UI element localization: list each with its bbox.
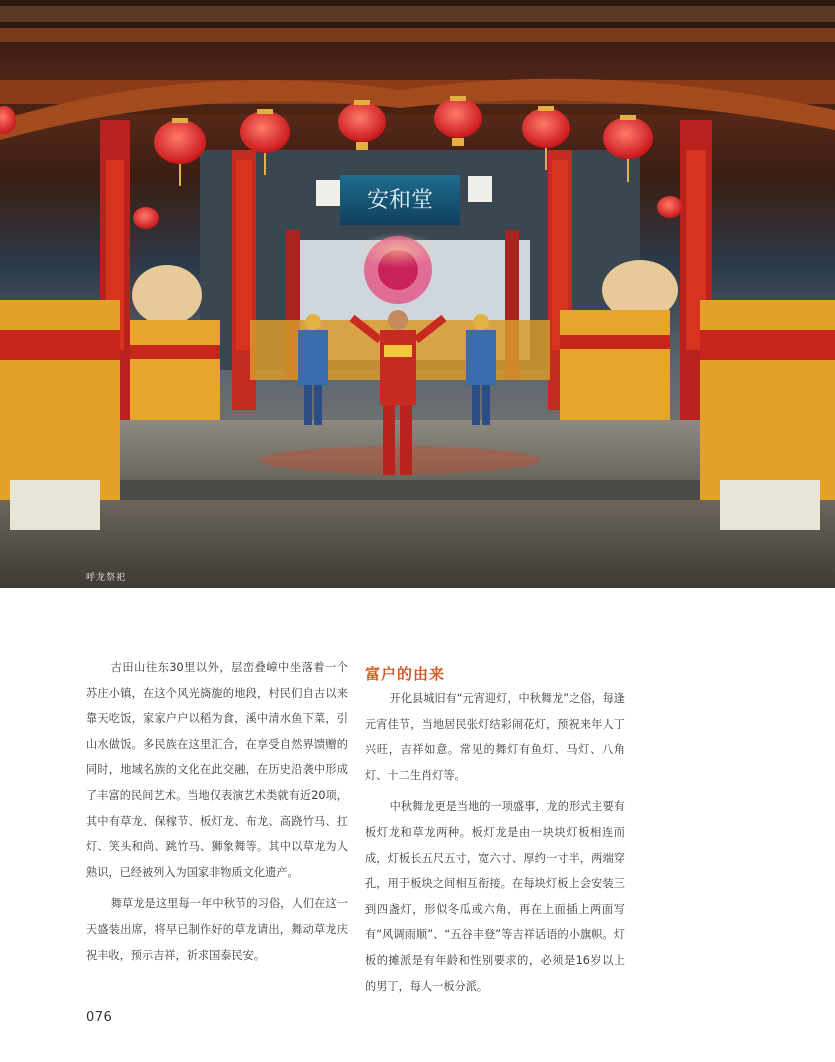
left-column	[86, 655, 348, 974]
right-column	[365, 655, 625, 1005]
left-paragraph-1: 古田山往东30里以外，层峦叠嶂中坐落着一个苏庄小镇，在这个风光旖旎的地段，村民们自古以来靠天吃饭，家家户户以稻为食，溪中清水鱼下菜，引山水做饭。多民族在这里汇合，在享受自然界馈赠的同时，地域名族的文化在此交融，在历史沿袭中形成了丰富的民间艺术。当地仅表演艺术类就有近20项，其中有草龙、保稼节、板灯龙、布龙、高跷竹马、扛灯、笑头和尚、跳竹马、狮象舞等。其中以草龙为人熟识，已经被列入为国家非物质文化遗产。	[86, 661, 348, 879]
plaque-text: 安和堂	[366, 188, 434, 213]
section-title: 富户的由来	[365, 665, 446, 683]
right-paragraph-2: 中秋舞龙更是当地的一项盛事，龙的形式主要有板灯龙和草龙两种。板灯龙是由一块块灯板相连而成，灯板长五尺五寸，宽六寸、厚约一寸半，两端穿孔，用于板块之间相互衔接。在每块灯板上会安装三到四盏灯，形似冬瓜或六角，再在上面插上两面写有“风调雨顺”、“五谷丰登”等吉祥话语的小旗帜。灯板的摊派是有年龄和性别要求的，必须是16岁以上的男丁，每人一板分派。	[365, 800, 625, 993]
left-paragraph-2: 舞草龙是这里每一年中秋节的习俗，人们在这一天盛装出席，将早已制作好的草龙请出，舞动草龙庆祝丰收，预示吉祥，祈求国泰民安。	[86, 897, 348, 962]
right-paragraph-1: 开化县城旧有“元宵迎灯，中秋舞龙”之俗，每逢元宵佳节，当地居民张灯结彩闹花灯，预祝来年人丁兴旺，吉祥如意。常见的舞灯有鱼灯、马灯、八角灯、十二生肖灯等。	[365, 692, 625, 782]
page-number: 076	[86, 1010, 113, 1025]
photo-caption: 呼龙祭祀	[86, 573, 127, 583]
